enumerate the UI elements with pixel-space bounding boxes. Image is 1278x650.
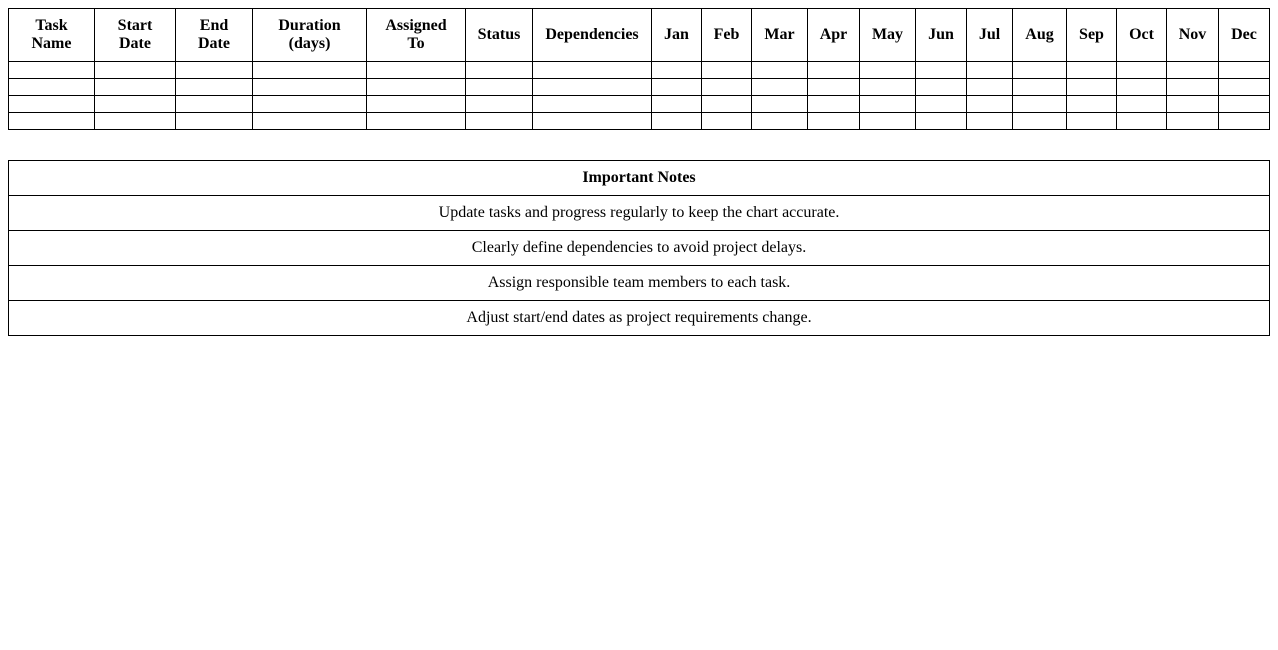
gantt-cell-dec[interactable]	[1219, 79, 1270, 96]
column-header-text: To	[407, 35, 425, 52]
gantt-cell-feb[interactable]	[702, 113, 752, 130]
gantt-cell-jun[interactable]	[916, 96, 967, 113]
gantt-cell-dec[interactable]	[1219, 113, 1270, 130]
column-header-apr	[808, 9, 860, 62]
gantt-cell-jan[interactable]	[652, 96, 702, 113]
column-header-start-date	[95, 9, 176, 62]
column-header-text: Duration	[278, 17, 341, 34]
note-row	[9, 301, 1270, 336]
gantt-cell-may[interactable]	[860, 96, 916, 113]
gantt-cell-status[interactable]	[466, 79, 533, 96]
gantt-cell-nov[interactable]	[1167, 96, 1219, 113]
column-header-text: Jul	[978, 26, 1001, 43]
column-header-text: Name	[31, 35, 72, 52]
gantt-cell-start-date[interactable]	[95, 62, 176, 79]
column-header-oct	[1117, 9, 1167, 62]
gantt-cell-mar[interactable]	[752, 62, 808, 79]
column-header-dependencies	[533, 9, 652, 62]
gantt-cell-start-date[interactable]	[95, 113, 176, 130]
gantt-cell-jul[interactable]	[967, 96, 1013, 113]
column-header-jul	[967, 9, 1013, 62]
column-header-text: Feb	[713, 26, 740, 43]
gantt-cell-assigned-to[interactable]	[367, 62, 466, 79]
column-header-text: Start	[117, 17, 153, 34]
gantt-cell-may[interactable]	[860, 79, 916, 96]
gantt-cell-aug[interactable]	[1013, 113, 1067, 130]
column-header-text: Mar	[764, 26, 795, 43]
gantt-cell-nov[interactable]	[1167, 62, 1219, 79]
gantt-cell-task-name[interactable]	[9, 96, 95, 113]
column-header-nov	[1167, 9, 1219, 62]
gantt-cell-status[interactable]	[466, 113, 533, 130]
gantt-cell-jan[interactable]	[652, 62, 702, 79]
gantt-cell-oct[interactable]	[1117, 79, 1167, 96]
gantt-cell-mar[interactable]	[752, 96, 808, 113]
gantt-cell-oct[interactable]	[1117, 113, 1167, 130]
gantt-cell-mar[interactable]	[752, 113, 808, 130]
column-header-aug	[1013, 9, 1067, 62]
gantt-cell-assigned-to[interactable]	[367, 113, 466, 130]
gantt-row	[9, 96, 1270, 113]
gantt-row	[9, 113, 1270, 130]
notes-header-row	[9, 161, 1270, 196]
gantt-cell-dependencies[interactable]	[533, 96, 652, 113]
gantt-cell-sep[interactable]	[1067, 62, 1117, 79]
column-header-text: Jan	[664, 26, 689, 43]
gantt-cell-end-date[interactable]	[176, 96, 253, 113]
gantt-cell-end-date[interactable]	[176, 62, 253, 79]
note-text: Assign responsible team members to each task.	[9, 266, 1270, 301]
gantt-cell-oct[interactable]	[1117, 96, 1167, 113]
gantt-row	[9, 62, 1270, 79]
gantt-cell-task-name[interactable]	[9, 79, 95, 96]
note-text: Clearly define dependencies to avoid project delays.	[9, 231, 1270, 266]
note-row	[9, 196, 1270, 231]
gantt-cell-oct[interactable]	[1117, 62, 1167, 79]
column-header-dec	[1219, 9, 1270, 62]
column-header-text: Oct	[1129, 26, 1154, 43]
gantt-body	[9, 62, 1270, 130]
column-header-text: Task	[35, 17, 68, 34]
gantt-cell-sep[interactable]	[1067, 113, 1117, 130]
gantt-cell-jan[interactable]	[652, 113, 702, 130]
gantt-cell-may[interactable]	[860, 62, 916, 79]
gantt-cell-dec[interactable]	[1219, 62, 1270, 79]
column-header-text: (days)	[288, 35, 331, 52]
gantt-cell-aug[interactable]	[1013, 96, 1067, 113]
gantt-cell-aug[interactable]	[1013, 79, 1067, 96]
notes-table	[8, 160, 1270, 336]
note-text: Update tasks and progress regularly to keep the chart accurate.	[9, 196, 1270, 231]
note-text: Adjust start/end dates as project requirements change.	[9, 301, 1270, 336]
gantt-cell-mar[interactable]	[752, 79, 808, 96]
column-header-task-name	[9, 9, 95, 62]
gantt-cell-duration[interactable]	[253, 113, 367, 130]
gantt-cell-dependencies[interactable]	[533, 62, 652, 79]
column-header-duration	[253, 9, 367, 62]
gantt-cell-duration[interactable]	[253, 96, 367, 113]
gantt-cell-may[interactable]	[860, 113, 916, 130]
column-header-text: Assigned	[385, 17, 447, 34]
gantt-cell-apr[interactable]	[808, 79, 860, 96]
gantt-cell-jul[interactable]	[967, 113, 1013, 130]
gantt-cell-feb[interactable]	[702, 79, 752, 96]
column-header-text: Dependencies	[545, 26, 639, 43]
gantt-cell-jun[interactable]	[916, 79, 967, 96]
column-header-assigned-to	[367, 9, 466, 62]
gantt-cell-dec[interactable]	[1219, 96, 1270, 113]
column-header-text: Apr	[819, 26, 848, 43]
gantt-cell-jan[interactable]	[652, 79, 702, 96]
note-row	[9, 266, 1270, 301]
gantt-row	[9, 79, 1270, 96]
gantt-cell-jun[interactable]	[916, 113, 967, 130]
gantt-header-row	[9, 9, 1270, 62]
gantt-cell-status[interactable]	[466, 96, 533, 113]
gantt-cell-dependencies[interactable]	[533, 79, 652, 96]
column-header-end-date	[176, 9, 253, 62]
note-row	[9, 231, 1270, 266]
column-header-jun	[916, 9, 967, 62]
column-header-mar	[752, 9, 808, 62]
gantt-cell-apr[interactable]	[808, 96, 860, 113]
gantt-cell-start-date[interactable]	[95, 79, 176, 96]
column-header-text: Status	[477, 26, 521, 43]
column-header-text: Sep	[1079, 26, 1104, 43]
column-header-text: Jun	[928, 26, 954, 43]
gantt-cell-jul[interactable]	[967, 62, 1013, 79]
gantt-cell-apr[interactable]	[808, 62, 860, 79]
gantt-cell-nov[interactable]	[1167, 79, 1219, 96]
column-header-jan	[652, 9, 702, 62]
gantt-table	[8, 8, 1270, 130]
gantt-cell-aug[interactable]	[1013, 62, 1067, 79]
notes-body	[9, 196, 1270, 336]
gantt-cell-end-date[interactable]	[176, 113, 253, 130]
gantt-cell-feb[interactable]	[702, 96, 752, 113]
gantt-cell-assigned-to[interactable]	[367, 79, 466, 96]
gantt-cell-start-date[interactable]	[95, 96, 176, 113]
column-header-text: Aug	[1025, 26, 1054, 43]
gantt-cell-feb[interactable]	[702, 62, 752, 79]
gantt-cell-apr[interactable]	[808, 113, 860, 130]
column-header-text: End	[199, 17, 229, 34]
gantt-cell-sep[interactable]	[1067, 96, 1117, 113]
gantt-cell-task-name[interactable]	[9, 62, 95, 79]
column-header-text: Dec	[1231, 26, 1257, 43]
gantt-cell-assigned-to[interactable]	[367, 96, 466, 113]
column-header-text: Date	[119, 35, 151, 52]
gantt-cell-nov[interactable]	[1167, 113, 1219, 130]
gantt-cell-end-date[interactable]	[176, 79, 253, 96]
column-header-text: Nov	[1178, 26, 1207, 43]
gantt-cell-sep[interactable]	[1067, 79, 1117, 96]
gantt-cell-jun[interactable]	[916, 62, 967, 79]
gantt-cell-jul[interactable]	[967, 79, 1013, 96]
gantt-cell-duration[interactable]	[253, 62, 367, 79]
gantt-cell-dependencies[interactable]	[533, 113, 652, 130]
column-header-text: May	[871, 26, 904, 43]
notes-title: Important Notes	[9, 161, 1270, 196]
column-header-text: Date	[198, 35, 230, 52]
column-header-sep	[1067, 9, 1117, 62]
gantt-cell-status[interactable]	[466, 62, 533, 79]
gantt-cell-duration[interactable]	[253, 79, 367, 96]
column-header-may	[860, 9, 916, 62]
column-header-feb	[702, 9, 752, 62]
column-header-status	[466, 9, 533, 62]
gantt-cell-task-name[interactable]	[9, 113, 95, 130]
